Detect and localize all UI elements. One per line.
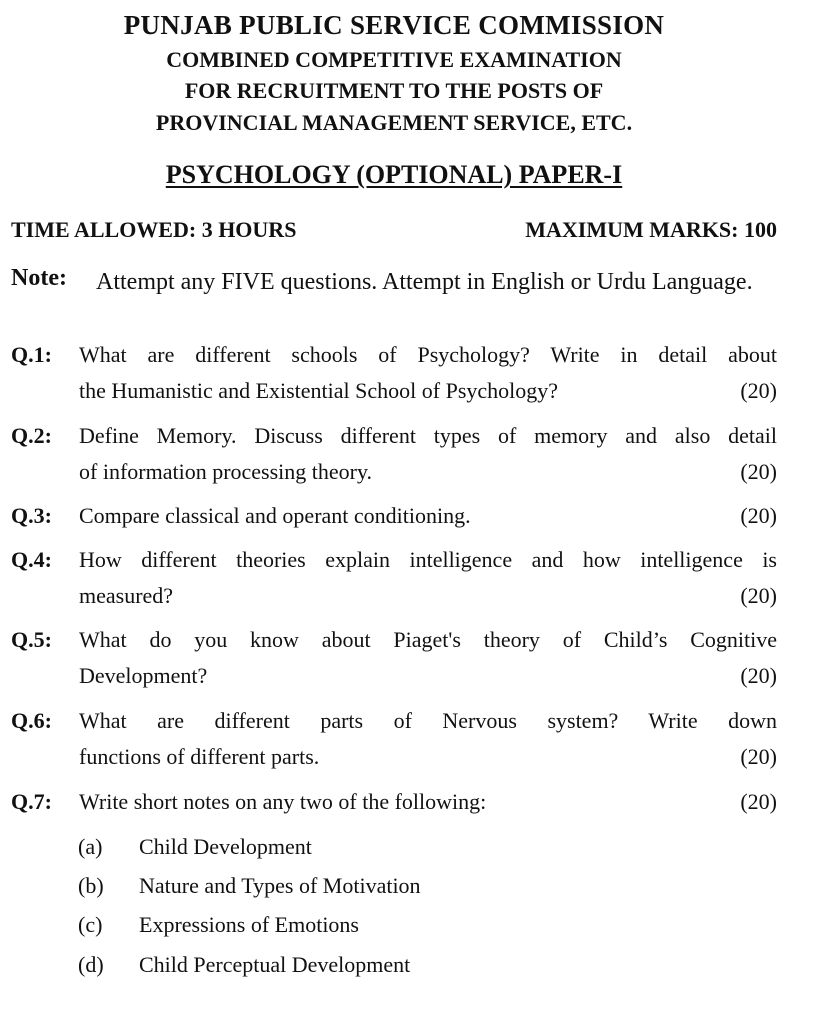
commission-name: PUNJAB PUBLIC SERVICE COMMISSION: [123, 10, 665, 40]
question-marks: (20): [740, 789, 777, 814]
question-number: Q.7:: [11, 789, 52, 814]
question-text-line: Development?: [79, 663, 208, 688]
option-text: Expressions of Emotions: [139, 912, 359, 937]
option-letter: (b): [78, 873, 104, 898]
question-number: Q.1:: [11, 342, 52, 367]
question-number: Q.5:: [11, 627, 52, 652]
time-allowed: TIME ALLOWED: 3 HOURS: [11, 217, 297, 242]
exam-purpose: FOR RECRUITMENT TO THE POSTS OF: [184, 78, 604, 103]
question-number: Q.6:: [11, 708, 52, 733]
question-text-line: What do you know about Piaget's theory of Child’s Cognitive: [79, 627, 777, 652]
question-marks: (20): [740, 459, 777, 484]
option-text: Nature and Types of Motivation: [139, 873, 421, 898]
question-text-line: How different theories explain intelligence and how intelligence is: [79, 547, 777, 572]
question-text-line: What are different parts of Nervous system? Write down: [79, 708, 777, 733]
question-marks: (20): [740, 663, 777, 688]
question-text-line: What are different schools of Psychology? Write in detail about: [79, 342, 777, 367]
question-text-line: Write short notes on any two of the following:: [79, 789, 487, 814]
service-name: PROVINCIAL MANAGEMENT SERVICE, ETC.: [155, 110, 633, 135]
question-marks: (20): [740, 583, 777, 608]
note-label: Note:: [11, 265, 67, 291]
question-number: Q.4:: [11, 547, 52, 572]
option-letter: (d): [78, 952, 104, 977]
question-marks: (20): [740, 744, 777, 769]
question-text-line: Define Memory. Discuss different types of memory and also detail: [79, 423, 777, 448]
paper-title: PSYCHOLOGY (OPTIONAL) PAPER-I: [165, 160, 623, 189]
question-text-line: of information processing theory.: [79, 459, 373, 484]
question-text-line: Compare classical and operant conditioning.: [79, 503, 471, 528]
exam-name: COMBINED COMPETITIVE EXAMINATION: [166, 47, 622, 72]
option-text: Child Development: [139, 834, 312, 859]
question-text-line: the Humanistic and Existential School of Psychology?: [79, 378, 559, 403]
question-marks: (20): [740, 378, 777, 403]
question-text-line: functions of different parts.: [79, 744, 320, 769]
option-letter: (c): [78, 912, 103, 937]
question-marks: (20): [740, 503, 777, 528]
question-number: Q.2:: [11, 423, 52, 448]
question-text-line: measured?: [79, 583, 174, 608]
note-text: Attempt any FIVE questions. Attempt in English or Urdu Language.: [96, 269, 753, 295]
option-letter: (a): [78, 834, 103, 859]
maximum-marks: MAXIMUM MARKS: 100: [525, 217, 777, 242]
question-number: Q.3:: [11, 503, 52, 528]
option-text: Child Perceptual Development: [139, 952, 411, 977]
